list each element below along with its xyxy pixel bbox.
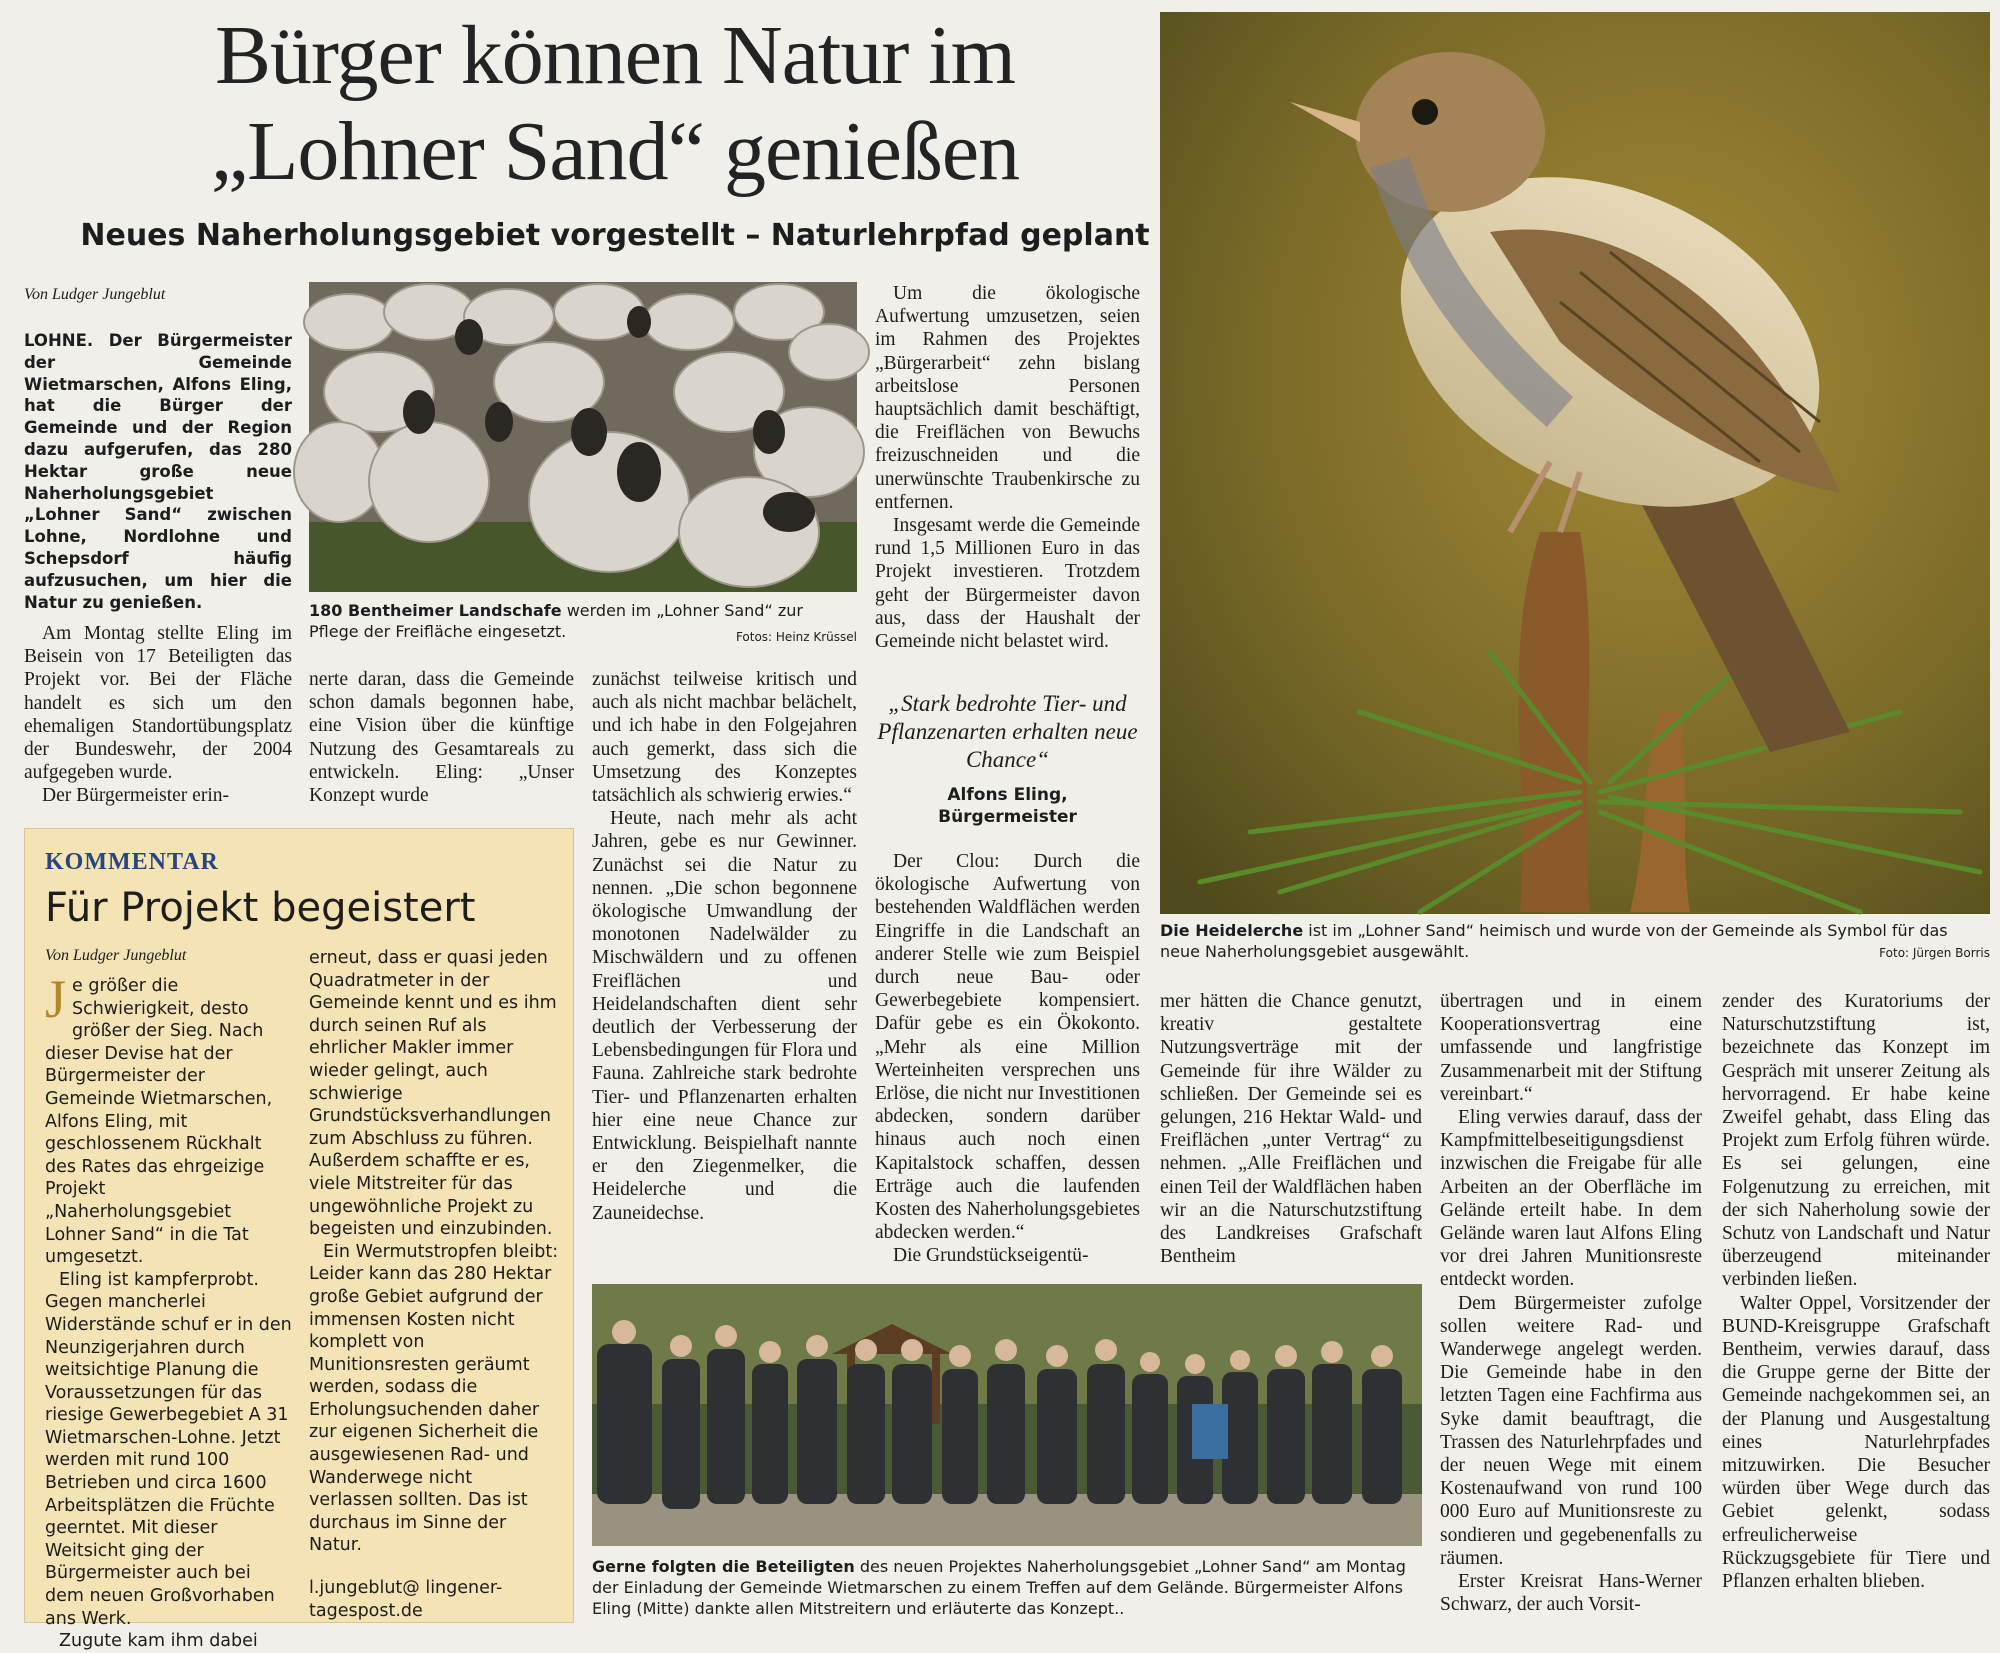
kommentar-column-1: [45, 969, 295, 1652]
group-caption: [592, 1556, 1422, 1619]
subheadline: Neues Naherholungsgebiet vorgestellt – Naturlehrpfad geplant: [80, 218, 1150, 253]
heidelerche-image: [1160, 12, 1990, 914]
headline-line-2: „Lohner Sand“ genießen: [210, 105, 1020, 198]
col3-paragraph-1: zunächst teilweise kritisch und auch als nicht machbar belächelt, und ich habe in den Folgejahren auch gemerkt, dass sich die Umsetzung des Konzeptes tatsächlich als schwierig erwies.“: [592, 669, 857, 807]
col4-paragraph-4: Die Grundstückseigentü-: [893, 1245, 1089, 1267]
col6-paragraph-4: Erster Kreisrat Hans-Werner Schwarz, der auch Vorsit-: [1440, 1571, 1702, 1616]
sheep-image: [309, 282, 857, 592]
col7-paragraph-2: Walter Oppel, Vorsitzender der BUND-Kreisgruppe Grafschaft Bentheim, verwies darauf, dass die Gruppe gerne der Bitte der Gemeinde nachgekommen sei, an der Planung und Ausgestaltung eines Naturlehrpfades mitzuwirken. Die Besucher würden über Wege durch das Gebiet gelenkt, sodass erfreulicherweise Rückzugsgebiete für Tiere und Pflanzen erhalten blieben.: [1722, 1292, 1990, 1593]
article-column-2: [309, 668, 574, 808]
group-photo: [592, 1284, 1422, 1546]
kommentar-box: [24, 828, 574, 1652]
col3-paragraph-2: Heute, nach mehr als acht Jahren, gebe es nur Gewinner. Zunächst sei die Natur zu nennen. „Die schon begonnene ökologische Umwandlung der monotonen Nadelwälder zu Mischwäldern und zu offenen Freiflächen und Heidelandschaften dient sehr deutlich der Verbesserung der Lebensbedingungen für Flora und Fauna. Zahlreiche stark bedrohte Tier- und Pflanzenarten erhalten hier eine neue Chance zur Entwicklung. Beispielhaft nannte er den Ziegenmelker, die Heidelerche und die Zauneidechse.: [592, 808, 857, 1224]
kommentar-column-2: [309, 947, 559, 1621]
sheep-caption-text: werden im „Lohner Sand“ zur Pflege der Freifläche eingesetzt.: [309, 601, 803, 641]
col6-paragraph-3: Dem Bürgermeister zufolge sollen weitere Rad- und Wanderwege angelegt werden. Die Gemeinde habe in den letzten Tagen eine Fachfirma aus Syke damit beauftragt, die Trassen des Naturlehrpfades und der neuen Wege mit einem Kostenaufwand von rund 100 000 Euro auf Munitionsreste zu sondieren und gegebenenfalls zu räumen.: [1440, 1292, 1702, 1569]
kommentar-byline: Von Ludger Jungeblut: [45, 947, 187, 964]
group-caption-bold: Gerne folgten die Beteiligten: [592, 1557, 855, 1576]
kommentar-headline: Für Projekt begeistert: [45, 885, 476, 931]
pull-quote: [875, 690, 1140, 828]
pull-quote-name: Alfons Eling,: [947, 785, 1068, 805]
article-column-3: [592, 668, 857, 1378]
bird-credit: Foto: Jürgen Borris: [1879, 946, 1990, 960]
kommentar-paragraph-5: Ein Wermutstropfen bleibt: Leider kann das 280 Hektar große Gebiet aufgrund der immensen Kosten nicht komplett von Munitionsresten geräumt werden, sodass die Erholungsuchenden daher zur eigenen Sicherheit die ausgewiesenen Rad- und Wanderwege nicht verlassen sollten. Das ist durchaus im Sinne der Natur.: [309, 1241, 559, 1556]
sheep-caption-bold: 180 Bentheimer Landschafe: [309, 601, 562, 620]
bird-caption-bold: Die Heidelerche: [1160, 921, 1304, 940]
col5-paragraph-1: mer hätten die Chance genutzt, kreativ gestaltete Nutzungsverträge mit der Gemeinde für ihre Wälder zu schließen. Der Gemeinde sei es gelungen, 216 Hektar Wald- und Freiflächen „unter Vertrag“ zu nehmen. „Alle Freiflächen und einen Teil der Waldflächen haben wir an die Naturschutzstiftung des Landkreises Grafschaft Bentheim: [1160, 991, 1422, 1268]
article-column-6: [1440, 990, 1702, 1626]
kommentar-paragraph-4: erneut, dass er quasi jeden Quadratmeter in der Gemeinde kennt und es ihm durch seinen Ruf als ehrlicher Makler immer wieder gelingt, auch schwierige Grundstücksverhandlungen zum Abschluss zu führen. Außerdem schaffte er es, viele Mitstreiter für das ungewöhnliche Projekt zu begeisten und einzubinden.: [309, 948, 557, 1240]
pull-quote-role: Bürgermeister: [938, 807, 1077, 827]
kommentar-paragraph-3: Zugute kam ihm dabei: [59, 1631, 258, 1652]
col6-paragraph-1: übertragen und in einem Kooperationsvertrag eine umfassende und langfristige Zusammenarbeit mit der Stiftung vereinbart.“: [1440, 991, 1702, 1105]
col2-paragraph-1: nerte daran, dass die Gemeinde schon damals begonnen habe, eine Vision über die künftige Nutzung des Gesamtareals zu entwickeln. Eling: „Unser Konzept wurde: [309, 669, 574, 807]
bird-caption-text: ist im „Lohner Sand“ heimisch und wurde von der Gemeinde als Symbol für das neue Naherholungsgebiet ausgewählt.: [1160, 921, 1948, 961]
bird-photo: [1160, 12, 1990, 914]
pull-quote-text: „Stark bedrohte Tier- und Pflanzenarten erhalten neue Chance“: [877, 691, 1138, 772]
sheep-credit: Fotos: Heinz Krüssel: [735, 630, 857, 644]
kommentar-paragraph-1: e größer die Schwierigkeit, desto größer der Sieg. Nach dieser Devise hat der Bürgermeister der Gemeinde Wietmarschen, Alfons Eling, mit geschlossenem Rückhalt des Rates das ehrgeizige Projekt „Naherholungsgebiet Lohner Sand“ in die Tat umgesetzt.: [45, 976, 273, 1268]
group-image: [592, 1284, 1422, 1546]
headline-line-1: Bürger können Natur im: [215, 9, 1015, 102]
kommentar-paragraph-2: Eling ist kampferprobt. Gegen mancherlei Widerstände schuf er in den Neunzigerjahren durch weitsichtige Planung die Voraussetzungen für das riesige Gewerbegebiet A 31 Wietmarschen-Lohne. Jetzt werden mit rund 100 Betrieben und circa 1600 Arbeitsplätzen die Früchte geerntet. Mit dieser Weitsicht ging der Bürgermeister auch bei dem neuen Großvorhaben ans Werk.: [45, 1269, 292, 1629]
group-caption-text: des neuen Projektes Naherholungsgebiet „Lohner Sand“ am Montag der Einladung der Gemeinde Wietmarschen zu einem Treffen auf dem Gelände. Bürgermeister Alfons Eling (Mitte) dankte allen Mitstreitern und erläuterte das Konzept..: [592, 1557, 1406, 1618]
article-column-5: [1160, 990, 1422, 1290]
kommentar-label: KOMMENTAR: [45, 849, 219, 875]
article-column-7: [1722, 990, 1990, 1626]
article-lead: LOHNE. Der Bürgermeister der Gemeinde Wietmarschen, Alfons Eling, hat die Bürger der Gemeinde und der Region dazu aufgerufen, das 280 Hektar große neue Naherholungsgebiet „Lohner Sand“ zwischen Lohne, Nordlohne und Schepsdorf häufig aufzusuchen, um hier die Natur zu genießen.: [24, 331, 292, 612]
col4-paragraph-2: Insgesamt werde die Gemeinde rund 1,5 Millionen Euro in das Projekt investieren. Trotzdem geht der Bürgermeister davon aus, dass der Haushalt der Gemeinde nicht belastet wird.: [875, 515, 1140, 653]
sheep-photo: [309, 282, 857, 592]
col1-paragraph-1: Am Montag stellte Eling im Beisein von 17 Beteiligten das Projekt vor. Bei der Fläche handelt es sich um den ehemaligen Standortübungsplatz der Bundeswehr, der 2004 aufgegeben wurde.: [24, 623, 292, 784]
col6-paragraph-2: Eling verwies darauf, dass der Kampfmittelbeseitigungsdienst inzwischen die Freigabe für alle Arbeiten an der Oberfläche im Gelände erteilt habe. In dem Gelände waren laut Alfons Eling vor drei Jahren Munitionsreste entdeckt worden.: [1440, 1107, 1702, 1291]
kommentar-dropcap: J: [45, 969, 67, 1029]
col7-paragraph-1: zender des Kuratoriums der Naturschutzstiftung ist, bezeichnete das Konzept im Gespräch mit unserer Zeitung als hervorragend. Er habe keine Zweifel gehabt, dass Eling das Projekt zum Erfolg führen würde. Es sei gelungen, eine Folgenutzung zu erreichen, mit der sich Naherholung sowie der Schutz von Landschaft und Natur überzeugend miteinander verbinden ließen.: [1722, 991, 1990, 1291]
kommentar-email: l.jungeblut@ lingener-tagespost.de: [309, 1578, 503, 1621]
col4-paragraph-3: Der Clou: Durch die ökologische Aufwertung von bestehenden Waldflächen werden Eingriffe in die Landschaft an anderer Stelle wie zum Beispiel durch neue Bau- oder Gewerbegebiete kompensiert. Dafür gebe es ein Ökokonto. „Mehr als eine Million Werteinheiten versprechen uns Erlöse, die nicht nur Investitionen abdecken, sondern darüber hinaus auch noch einen Kapitalstock schaffen, dessen Erträge auch die laufenden Kosten des Naherholungsgebietes abdecken werden.“: [875, 851, 1140, 1244]
article-column-4: [875, 282, 1140, 672]
article-column-1: [24, 622, 292, 808]
col4-paragraph-1: Um die ökologische Aufwertung umzusetzen, seien im Rahmen des Projektes „Bürgerarbeit“ zehn bislang arbeitslose Personen hauptsächlich damit beschäftigt, die Freiflächen von Bewuchs freizuschneiden und die unerwünschte Traubenkirsche zu entfernen.: [875, 283, 1140, 513]
headline: [60, 8, 1170, 200]
article-byline: Von Ludger Jungeblut: [24, 286, 166, 303]
col1-paragraph-2: Der Bürgermeister erin-: [42, 785, 229, 807]
